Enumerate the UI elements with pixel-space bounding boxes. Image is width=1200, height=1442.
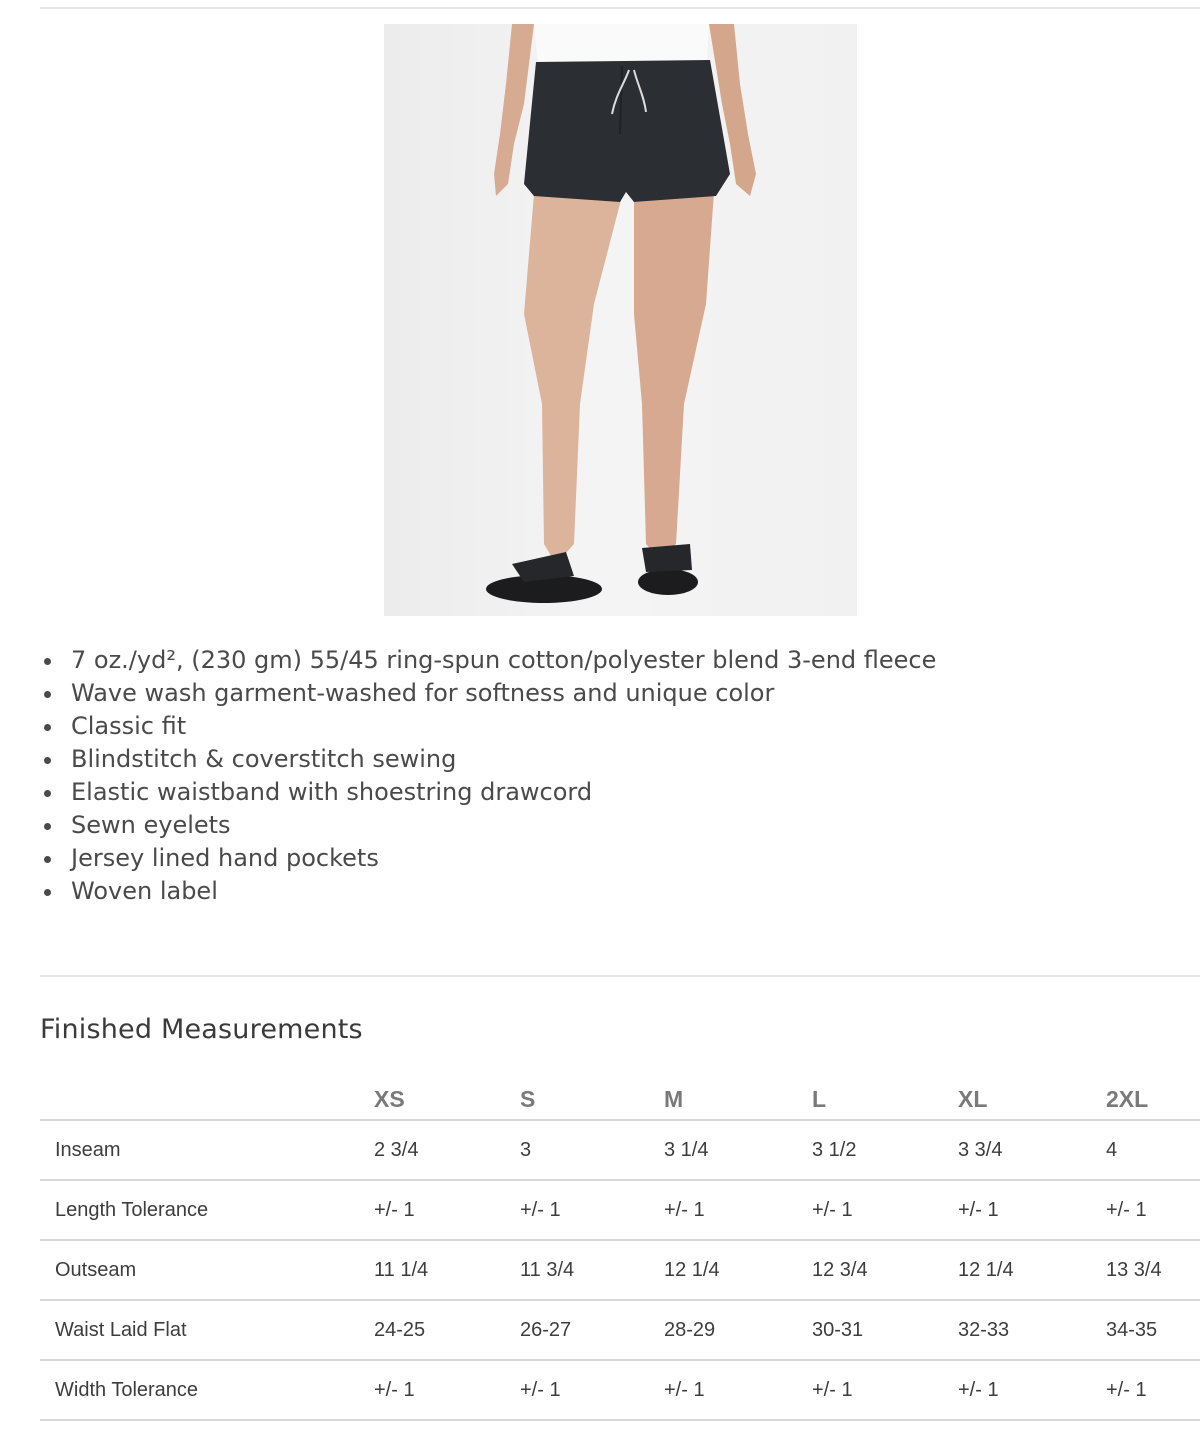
top-divider [40, 7, 1200, 9]
table-row [40, 1240, 1200, 1300]
bullet-icon [44, 757, 51, 764]
table-cell: 12 1/4 [958, 1240, 1106, 1300]
table-cell: 3 1/2 [812, 1120, 958, 1180]
size-header: 2XL [1106, 1080, 1200, 1120]
table-cell: +/- 1 [520, 1180, 664, 1240]
size-header: XL [958, 1080, 1106, 1120]
table-cell: 3 [520, 1120, 664, 1180]
bullet-icon [44, 889, 51, 896]
feature-text: Blindstitch & coverstitch sewing [71, 745, 457, 773]
header-blank-cell [40, 1080, 374, 1120]
table-cell: 28-29 [664, 1300, 812, 1360]
table-cell: 12 1/4 [664, 1240, 812, 1300]
size-header: L [812, 1080, 958, 1120]
table-cell: 11 3/4 [520, 1240, 664, 1300]
table-cell: +/- 1 [664, 1180, 812, 1240]
table-cell: 13 3/4 [1106, 1240, 1200, 1300]
table-cell: 34-35 [1106, 1300, 1200, 1360]
table-cell: +/- 1 [520, 1360, 664, 1420]
table-row [40, 1360, 1200, 1420]
table-cell: 30-31 [812, 1300, 958, 1360]
table-cell: +/- 1 [958, 1360, 1106, 1420]
bullet-icon [44, 823, 51, 830]
table-cell: +/- 1 [1106, 1180, 1200, 1240]
bullet-icon [44, 856, 51, 863]
size-header: XS [374, 1080, 520, 1120]
table-header-row [40, 1080, 1200, 1120]
table-cell: 2 3/4 [374, 1120, 520, 1180]
table-row [40, 1300, 1200, 1360]
table-cell: 26-27 [520, 1300, 664, 1360]
feature-text: Classic fit [71, 712, 187, 740]
feature-text: Elastic waistband with shoestring drawcord [71, 778, 593, 806]
table-cell: 3 3/4 [958, 1120, 1106, 1180]
row-label: Inseam [40, 1120, 374, 1180]
product-image [384, 24, 857, 616]
table-row [40, 1180, 1200, 1240]
model-illustration [384, 24, 857, 616]
size-header: S [520, 1080, 664, 1120]
feature-list [40, 644, 936, 908]
row-label: Outseam [40, 1240, 374, 1300]
table-cell: +/- 1 [374, 1180, 520, 1240]
feature-text: Jersey lined hand pockets [71, 844, 379, 872]
feature-text: Sewn eyelets [71, 811, 231, 839]
bullet-icon [44, 691, 51, 698]
table-row [40, 1120, 1200, 1180]
feature-item [40, 809, 936, 842]
feature-text: 7 oz./yd², (230 gm) 55/45 ring-spun cotton/polyester blend 3-end fleece [71, 646, 937, 674]
row-label: Waist Laid Flat [40, 1300, 374, 1360]
table-cell: +/- 1 [812, 1180, 958, 1240]
feature-item [40, 875, 936, 908]
feature-item [40, 776, 936, 809]
measurements-title: Finished Measurements [40, 1014, 363, 1045]
measurements-table [40, 1080, 1200, 1421]
table-cell: 24-25 [374, 1300, 520, 1360]
table-cell: 4 [1106, 1120, 1200, 1180]
feature-item [40, 842, 936, 875]
row-label: Width Tolerance [40, 1360, 374, 1420]
feature-text: Wave wash garment-washed for softness and unique color [71, 679, 775, 707]
table-cell: 11 1/4 [374, 1240, 520, 1300]
row-label: Length Tolerance [40, 1180, 374, 1240]
table-cell: +/- 1 [1106, 1360, 1200, 1420]
table-cell: +/- 1 [374, 1360, 520, 1420]
bullet-icon [44, 724, 51, 731]
table-cell: +/- 1 [812, 1360, 958, 1420]
table-cell: +/- 1 [958, 1180, 1106, 1240]
table-cell: 3 1/4 [664, 1120, 812, 1180]
feature-item [40, 710, 936, 743]
size-header: M [664, 1080, 812, 1120]
feature-item [40, 677, 936, 710]
feature-item [40, 644, 936, 677]
table-cell: 12 3/4 [812, 1240, 958, 1300]
table-cell: +/- 1 [664, 1360, 812, 1420]
section-divider [40, 975, 1200, 977]
bullet-icon [44, 790, 51, 797]
table-cell: 32-33 [958, 1300, 1106, 1360]
feature-text: Woven label [71, 877, 218, 905]
feature-item [40, 743, 936, 776]
bullet-icon [44, 658, 51, 665]
